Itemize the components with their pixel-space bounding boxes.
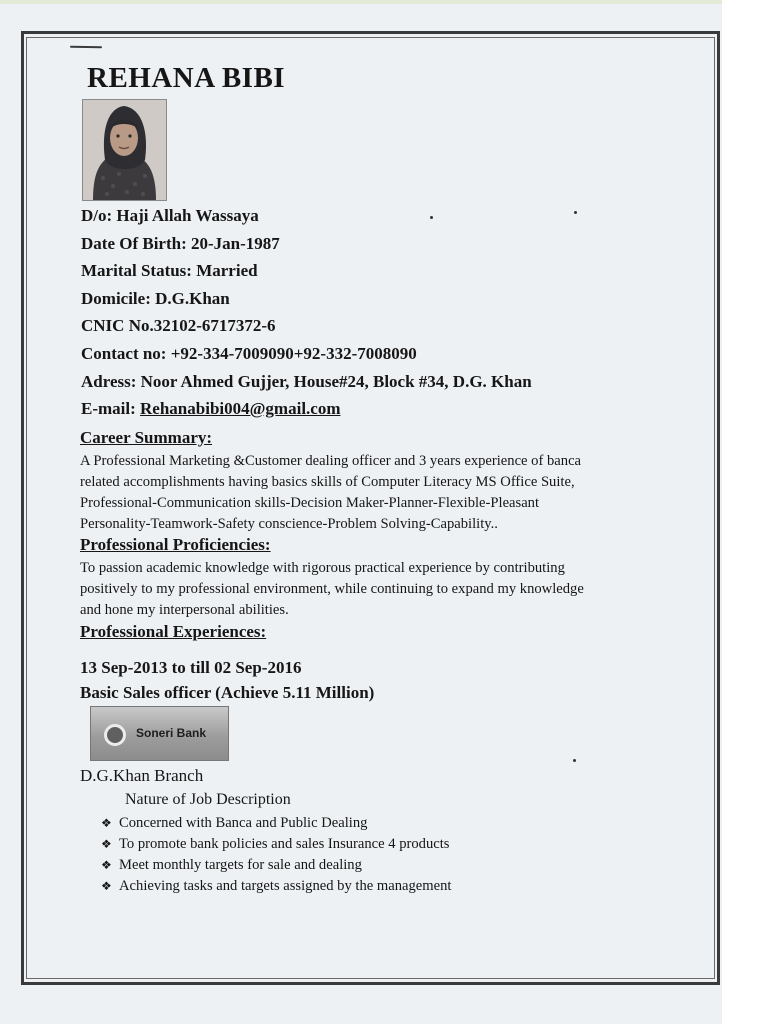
cnic-number: CNIC No.32102-6717372-6 bbox=[81, 316, 276, 335]
scan-edge-right bbox=[722, 0, 768, 1024]
career-line: related accomplishments having basics skills of Computer Literacy MS Office Suite, bbox=[80, 474, 575, 490]
father-name: D/o: Haji Allah Wassaya bbox=[81, 206, 259, 225]
job-role: Basic Sales officer (Achieve 5.11 Million) bbox=[80, 683, 375, 702]
profile-photo bbox=[82, 99, 167, 201]
employment-period: 13 Sep-2013 to till 02 Sep-2016 bbox=[80, 658, 302, 677]
proficiency-line: positively to my professional environment, while continuing to expand my knowledge bbox=[80, 581, 584, 597]
proficiencies-heading: Professional Proficiencies: bbox=[80, 535, 271, 554]
bank-logo-text: Soneri Bank bbox=[136, 726, 207, 740]
email-label: E-mail: bbox=[81, 399, 141, 418]
scan-edge-top bbox=[0, 0, 722, 4]
email-line bbox=[81, 399, 341, 419]
domicile: Domicile: D.G.Khan bbox=[81, 289, 230, 308]
duty-text: Achieving tasks and targets assigned by the management bbox=[119, 878, 452, 894]
email-link[interactable]: Rehanabibi004@gmail.com bbox=[140, 399, 341, 418]
scan-dot bbox=[573, 759, 576, 762]
career-summary-heading: Career Summary: bbox=[80, 428, 213, 447]
career-line: Personality-Teamwork-Safety conscience-Problem Solving-Capability.. bbox=[80, 516, 498, 532]
duty-text: Concerned with Banca and Public Dealing bbox=[119, 815, 368, 831]
list-item bbox=[101, 813, 451, 834]
diamond-bullet-icon: ❖ bbox=[101, 816, 112, 830]
proficiencies-text bbox=[80, 558, 690, 621]
diamond-bullet-icon: ❖ bbox=[101, 879, 112, 893]
career-line: A Professional Marketing &Customer dealing officer and 3 years experience of banca bbox=[80, 453, 582, 469]
bank-emblem-icon bbox=[104, 724, 126, 746]
diamond-bullet-icon: ❖ bbox=[101, 858, 112, 872]
career-summary-text bbox=[80, 451, 690, 535]
diamond-bullet-icon: ❖ bbox=[101, 837, 112, 851]
marital-status: Marital Status: Married bbox=[81, 261, 258, 280]
list-item bbox=[101, 834, 451, 855]
proficiency-line: and hone my interpersonal abilities. bbox=[80, 602, 289, 618]
list-item bbox=[101, 855, 451, 876]
contact-number: Contact no: +92-334-7009090+92-332-7008090 bbox=[81, 344, 417, 363]
proficiency-line: To passion academic knowledge with rigorous practical experience by contributing bbox=[80, 560, 565, 576]
date-of-birth: Date Of Birth: 20-Jan-1987 bbox=[81, 234, 280, 253]
experiences-heading: Professional Experiences: bbox=[80, 622, 267, 641]
job-duties-list bbox=[101, 813, 451, 897]
list-item bbox=[101, 876, 451, 897]
job-description-heading: Nature of Job Description bbox=[125, 791, 291, 808]
scan-dot bbox=[574, 211, 577, 214]
candidate-name: REHANA BIBI bbox=[87, 62, 286, 94]
duty-text: To promote bank policies and sales Insurance 4 products bbox=[119, 836, 450, 852]
branch-name: D.G.Khan Branch bbox=[80, 766, 204, 785]
address: Adress: Noor Ahmed Gujjer, House#24, Block #34, D.G. Khan bbox=[81, 372, 532, 391]
soneri-bank-logo bbox=[90, 706, 229, 761]
duty-text: Meet monthly targets for sale and dealing bbox=[119, 857, 362, 873]
career-line: Professional-Communication skills-Decision Maker-Planner-Flexible-Pleasant bbox=[80, 495, 540, 511]
scan-dot bbox=[430, 216, 433, 219]
